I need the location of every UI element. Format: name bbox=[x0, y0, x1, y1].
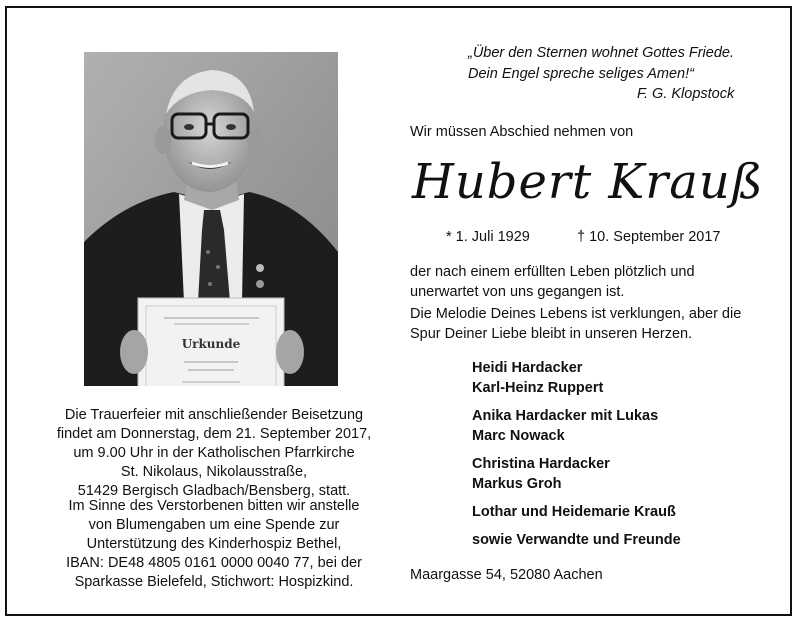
passing-text-line: der nach einem erfüllten Leben plötzlich und bbox=[410, 264, 695, 280]
intro-text: Wir müssen Abschied nehmen von bbox=[410, 124, 634, 140]
mourner-group bbox=[472, 530, 681, 550]
passing-text-line: unerwartet von uns gegangen ist. bbox=[410, 284, 625, 300]
donation-info bbox=[44, 497, 384, 592]
mourner-name: Lothar und Heidemarie Krauß bbox=[472, 504, 676, 520]
mourner-name: Heidi Hardacker bbox=[472, 360, 583, 376]
ceremony-line: um 9.00 Uhr in der Katholischen Pfarrkirche bbox=[73, 445, 355, 461]
mourner-name: Anika Hardacker mit Lukas bbox=[472, 408, 659, 424]
portrait-photo bbox=[84, 52, 338, 386]
mourners-list bbox=[472, 358, 681, 558]
mourner-name: Christina Hardacker bbox=[472, 456, 610, 472]
mourner-name: Markus Groh bbox=[472, 476, 562, 492]
mourner-group bbox=[472, 406, 681, 446]
birth-date: * 1. Juli 1929 bbox=[446, 229, 530, 245]
death-date: † 10. September 2017 bbox=[577, 229, 721, 245]
ceremony-line: Die Trauerfeier mit anschließender Beisetzung bbox=[64, 407, 364, 423]
quote-author: F. G. Klopstock bbox=[637, 86, 735, 102]
ceremony-info bbox=[44, 406, 384, 501]
mourner-name: Karl-Heinz Ruppert bbox=[472, 380, 604, 396]
quote-line-2: Dein Engel spreche seliges Amen!“ bbox=[468, 66, 694, 82]
quote bbox=[468, 43, 734, 85]
ceremony-line: findet am Donnerstag, dem 21. September 2017, bbox=[56, 426, 372, 442]
mourner-name: sowie Verwandte und Freunde bbox=[472, 532, 681, 548]
quote-line-1: „Über den Sternen wohnet Gottes Friede. bbox=[468, 45, 734, 61]
ceremony-line: 51429 Bergisch Gladbach/Bensberg, statt. bbox=[77, 483, 351, 499]
melody-text-line: Spur Deiner Liebe bleibt in unseren Herzen. bbox=[410, 326, 693, 342]
passing-text bbox=[410, 262, 695, 302]
melody-text-line: Die Melodie Deines Lebens ist verklungen, aber die bbox=[410, 306, 742, 322]
donation-line: Sparkasse Bielefeld, Stichwort: Hospizkind. bbox=[74, 574, 354, 590]
family-address: Maargasse 54, 52080 Aachen bbox=[410, 567, 603, 583]
certificate-title: Urkunde bbox=[181, 337, 241, 351]
ceremony-line: St. Nikolaus, Nikolausstraße, bbox=[120, 464, 308, 480]
mourner-group bbox=[472, 454, 681, 494]
melody-text bbox=[410, 304, 741, 344]
deceased-name: Hubert Krauß bbox=[412, 154, 764, 210]
mourner-name: Marc Nowack bbox=[472, 428, 565, 444]
donation-line: IBAN: DE48 4805 0161 0000 0040 77, bei der bbox=[66, 555, 362, 571]
donation-line: Unterstützung des Kinderhospiz Bethel, bbox=[86, 536, 342, 552]
donation-line: von Blumengaben um eine Spende zur bbox=[88, 517, 340, 533]
mourner-group bbox=[472, 358, 681, 398]
mourner-group bbox=[472, 502, 681, 522]
donation-line: Im Sinne des Verstorbenen bitten wir anstelle bbox=[68, 498, 360, 514]
